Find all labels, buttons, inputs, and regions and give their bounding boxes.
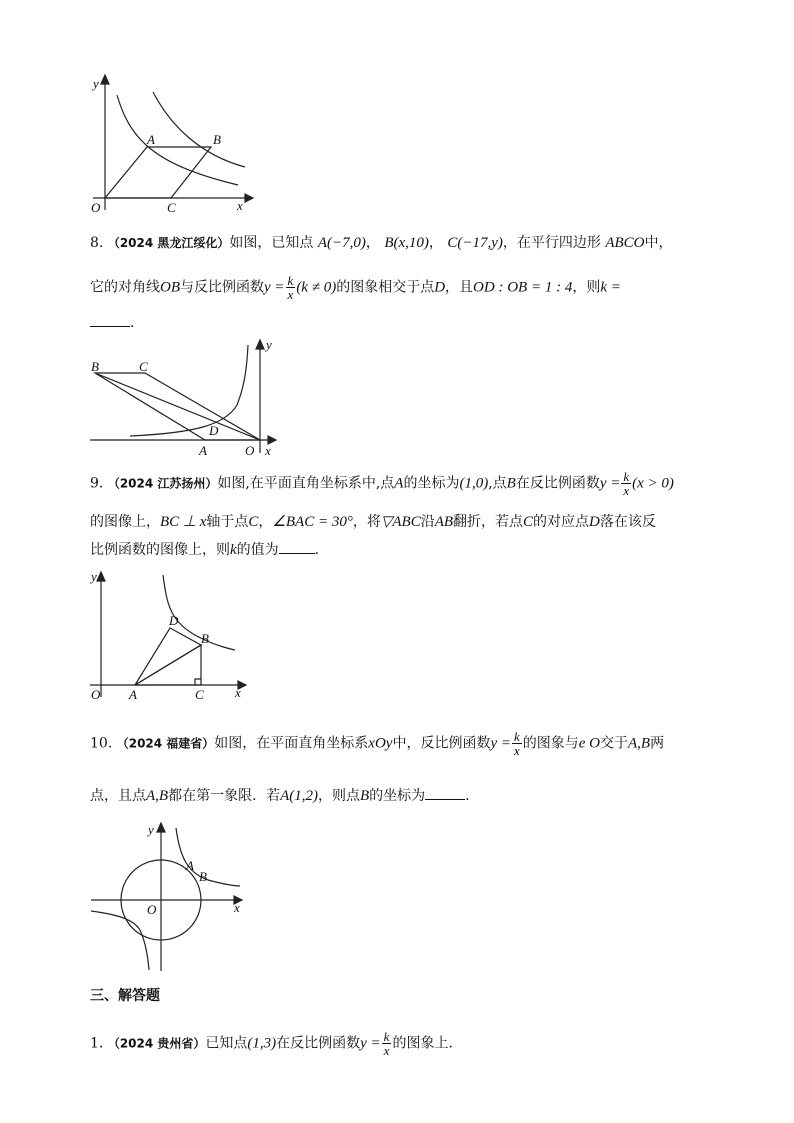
function-prefix: y = <box>360 1035 381 1052</box>
point-d: D <box>434 279 446 296</box>
label-a: A <box>186 858 194 873</box>
text: 的坐标为 <box>369 788 426 804</box>
triangle: ▽ABC <box>380 514 421 530</box>
text: 的图象相交于点 <box>336 279 435 296</box>
label-x: x <box>235 685 241 700</box>
point-b: B(x,10) <box>384 235 429 251</box>
text: ，在平行四边形 <box>502 235 601 251</box>
fraction-k-over-x <box>621 470 631 497</box>
text: 轴于点 <box>206 514 249 530</box>
fraction-k-over-x <box>382 1030 392 1057</box>
text: ， <box>258 514 273 530</box>
section-heading: 三、解答题 <box>90 988 160 1004</box>
point-a: A(−7,0) <box>317 235 366 251</box>
answer-blank[interactable] <box>279 539 315 554</box>
figure-parallelogram-hyperbolas <box>85 70 260 220</box>
function-prefix: y = <box>599 475 621 492</box>
function-prefix: y = <box>490 735 511 752</box>
text: . <box>465 788 470 804</box>
text: 的图像上， <box>90 514 160 530</box>
hyperbola-first-quadrant <box>176 828 240 886</box>
label-a: A <box>129 687 137 702</box>
question-8 <box>90 232 714 254</box>
text: 沿 <box>420 514 435 530</box>
label-o: O <box>91 200 101 215</box>
text: 如图,在平面直角坐标系中,点 <box>217 475 395 492</box>
coord-a: (1,0) <box>459 475 489 492</box>
y-axis-arrow <box>157 823 165 832</box>
question-9-line-3 <box>90 539 714 561</box>
label-y: y <box>148 822 154 837</box>
figure-q9 <box>85 565 260 705</box>
label-c: C <box>139 359 148 374</box>
label-d: D <box>169 613 179 628</box>
text: 的对应点 <box>533 514 590 530</box>
label-b: B <box>201 631 209 646</box>
question-source: （2024 福建省） <box>116 736 215 751</box>
function-prefix: y = <box>264 279 285 296</box>
text: 两 <box>650 735 665 752</box>
label-o: O <box>91 687 101 702</box>
text: . <box>130 315 135 331</box>
fraction-k-over-x <box>512 730 522 757</box>
denominator: x <box>383 1043 390 1058</box>
hyperbola-third-quadrant <box>91 911 149 970</box>
text: 如图，在平面直角坐标系 <box>214 735 369 752</box>
text: ，则点 <box>317 788 360 804</box>
question-10 <box>90 730 714 757</box>
figure-q10 <box>88 818 253 978</box>
point-c: C <box>248 514 259 530</box>
denominator: x <box>513 743 520 758</box>
text: 在反比例函数 <box>276 1035 361 1052</box>
fraction-k-over-x <box>286 274 296 301</box>
text: . <box>314 542 320 558</box>
answer-blank[interactable] <box>425 785 465 800</box>
question-number: 10. <box>90 735 113 752</box>
text: ,点 <box>488 475 507 492</box>
point: (1,3) <box>247 1035 277 1052</box>
text: 如图，已知点 <box>229 235 314 251</box>
ratio: OD : OB = 1 : 4 <box>473 279 573 296</box>
text: 在反比例函数 <box>515 475 600 492</box>
condition: (k ≠ 0) <box>296 279 337 296</box>
system-xoy: xOy <box>368 735 393 752</box>
question-1 <box>90 1030 714 1057</box>
right-angle-mark <box>195 679 201 685</box>
label-a: A <box>147 132 155 147</box>
text: 点，且点 <box>90 788 146 804</box>
text: 翻折，若点 <box>453 514 524 530</box>
numerator: k <box>513 729 520 744</box>
diagonal-ob <box>95 373 260 440</box>
x-axis-arrow <box>245 194 253 202</box>
y-axis-arrow <box>101 75 109 84</box>
quad-name: ABCO <box>605 235 645 251</box>
text: 的图象与 <box>522 735 579 752</box>
label-d: D <box>209 423 219 438</box>
label-x: x <box>234 900 240 915</box>
hyperbola-outer <box>153 92 245 167</box>
text: 落在该反 <box>599 514 656 530</box>
label-c: C <box>195 687 204 702</box>
label-y: y <box>266 337 272 352</box>
label-o: O <box>147 902 157 917</box>
denominator: x <box>287 287 294 302</box>
y-axis-arrow <box>256 340 264 349</box>
label-b: B <box>199 869 207 884</box>
label-o: O <box>245 443 255 458</box>
text: 已知点 <box>205 1035 248 1052</box>
point-d: D <box>589 514 600 530</box>
label-b: B <box>213 132 221 147</box>
angle: ∠BAC = 30° <box>272 514 353 530</box>
question-9-line-2 <box>90 511 714 533</box>
label-x: x <box>265 443 271 458</box>
points-ab: A,B <box>628 735 651 752</box>
question-number: 8. <box>90 235 104 251</box>
text: 交于 <box>600 735 629 752</box>
point-b: B <box>506 475 516 492</box>
text: ，且 <box>445 279 474 296</box>
text: 的图象上． <box>392 1035 463 1052</box>
question-source: （2024 黑龙江绥化） <box>107 236 230 250</box>
perp: BC ⊥ x <box>160 514 207 530</box>
points-ab-2: A,B <box>146 788 169 804</box>
k-equals: k = <box>600 279 621 296</box>
y-axis-arrow <box>97 572 105 581</box>
label-b: B <box>91 359 99 374</box>
diagonal-ob: OB <box>160 279 180 296</box>
question-number: 9. <box>90 475 104 492</box>
text: ， <box>365 235 380 251</box>
point-c-2: C <box>523 514 534 530</box>
label-c: C <box>167 200 176 215</box>
numerator: k <box>623 469 630 484</box>
question-source: （2024 贵州省） <box>107 1036 206 1051</box>
figure-q8 <box>85 335 285 460</box>
label-x: x <box>237 198 243 213</box>
point-a: A(1,2) <box>280 788 318 804</box>
text: 中， <box>644 235 673 251</box>
text: 的值为 <box>236 542 279 558</box>
question-8-line-3 <box>90 312 714 334</box>
text: 都在第一象限．若 <box>168 788 281 804</box>
label-y: y <box>91 569 97 584</box>
question-9 <box>90 470 714 497</box>
point-b: B <box>359 788 370 804</box>
text: 的坐标为 <box>403 475 460 492</box>
numerator: k <box>287 273 294 288</box>
question-8-line-2 <box>90 274 714 301</box>
text: 比例函数的图像上，则 <box>90 542 230 558</box>
segment-ab: AB <box>434 514 454 530</box>
k: k <box>230 542 237 558</box>
text: 与反比例函数 <box>180 279 264 296</box>
triangle-abd <box>135 628 201 685</box>
condition: (x > 0) <box>632 475 674 492</box>
text: ，则 <box>572 279 601 296</box>
label-y: y <box>93 76 99 91</box>
numerator: k <box>383 1029 390 1044</box>
question-10-line-2 <box>90 785 714 807</box>
question-source: （2024 江苏扬州） <box>107 476 218 491</box>
point-c: C(−17,y) <box>447 235 503 251</box>
denominator: x <box>623 483 630 498</box>
answer-blank[interactable] <box>90 312 130 327</box>
label-a: A <box>199 443 207 458</box>
circle-o: e O <box>578 735 601 752</box>
point-a: A <box>394 475 404 492</box>
text: 它的对角线 <box>90 279 160 296</box>
question-number: 1. <box>90 1035 104 1052</box>
text: ，将 <box>352 514 381 530</box>
text: 中，反比例函数 <box>392 735 491 752</box>
text: ， <box>428 235 443 251</box>
